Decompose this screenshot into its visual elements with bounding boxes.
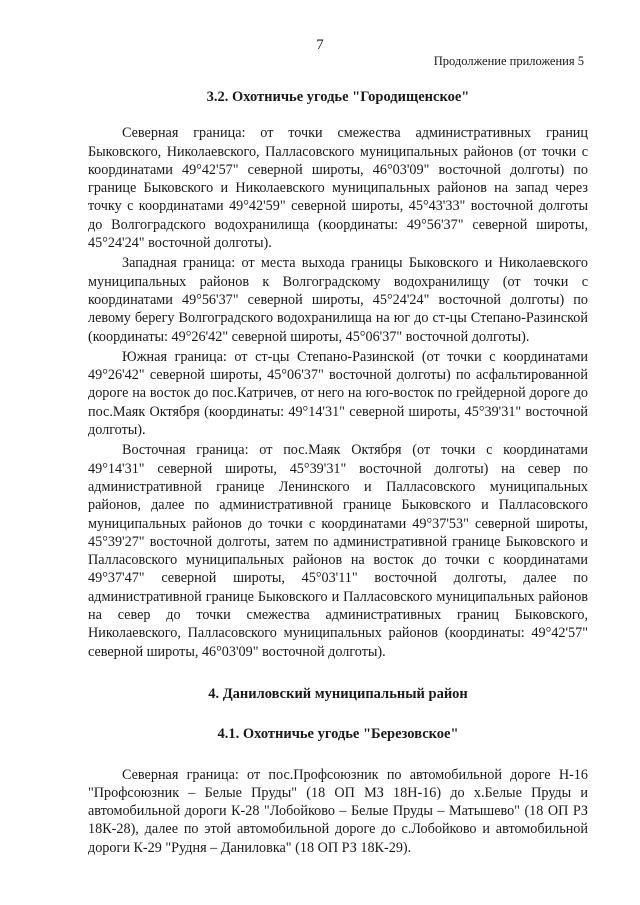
northern-boundary-paragraph: Северная граница: от точки смежества административных границ Быковского, Николаевского, Палласовского муниципальных районов (от точки с координатами 49°42'57" северной широты, 46°03'09" восточной долготы) по границе Быковского и Николаевского муниципальных районов на запад через точку с координатами 49°42'59" северной широты, 45°43'33" восточной долготы до Волгоградского водохранилища (координаты: 49°56'37" северной широты, 45°24'24" восточной долготы). — [88, 125, 588, 252]
section-4-heading: 4. Даниловский муниципальный район — [208, 685, 468, 702]
eastern-boundary-paragraph: Восточная граница: от пос.Маяк Октября (от точки с координатами 49°14'31" северной широты, 45°39'31" восточной долготы) на север по административной границе Ленинского и Палласовского муниципальных районов, далее по административной границе Быковского и Палласовского муниципальных районов до точки с координатами 49°37'53" северной широты, 45°39'27" восточной долготы, затем по административной границе Быковского и Палласовского муниципальных районов на восток до точки с координатами 49°37'47" северной широты, 45°03'11" восточной долготы, далее по административной границе Быковского и Палласовского муниципальных районов на север до точки смежества административных границ Быковского, Николаевского, Палласовского муниципальных районов (координаты: 49°42'57" северной широты, 46°03'09" восточной долготы). — [88, 442, 588, 660]
berezovskoe-northern-boundary-paragraph: Северная граница: от пос.Профсоюзник по автомобильной дороге Н-16 "Профсоюзник – Белые Пруды" (18 ОП МЗ 18Н-16) до х.Белые Пруды и автомобильной дороги К-28 "Лобойково – Белые Пруды – Матышево" (18 ОП РЗ 18К-28), далее по этой автомобильной дороге до с.Лобойково и автомобильной дороги К-29 "Рудня – Даниловка" (18 ОП РЗ 18К-29). — [88, 766, 588, 856]
southern-boundary-paragraph: Южная граница: от ст-цы Степано-Разинской (от точки с координатами 49°26'42" северной широты, 45°06'37" восточной долготы) по асфальтированной дороге на восток до пос.Катричев, от него на юго-восток по грейдерной дороге до пос.Маяк Октября (координаты: 49°14'31" северной широты, 45°39'31" восточной долготы). — [88, 348, 588, 439]
page-number: 7 — [316, 37, 324, 53]
section-3-2-heading: 3.2. Охотничье угодье "Городищенское" — [206, 89, 470, 105]
western-boundary-paragraph: Западная граница: от места выхода границы Быковского и Николаевского муниципальных районов к Волгоградскому водохранилищу (от точки с координатами 49°56'37" северной широты, 45°24'24" восточной долготы) по левому берегу Волгоградского водохранилища на юг до ст-цы Степано-Разинской (координаты: 49°26'42" северной широты, 45°06'37" восточной долготы). — [88, 255, 588, 345]
appendix-continuation-label: Продолжение приложения 5 — [433, 54, 584, 68]
document-body — [88, 88, 588, 859]
section-4-1-heading: 4.1. Охотничье угодье "Березовское" — [217, 726, 459, 743]
